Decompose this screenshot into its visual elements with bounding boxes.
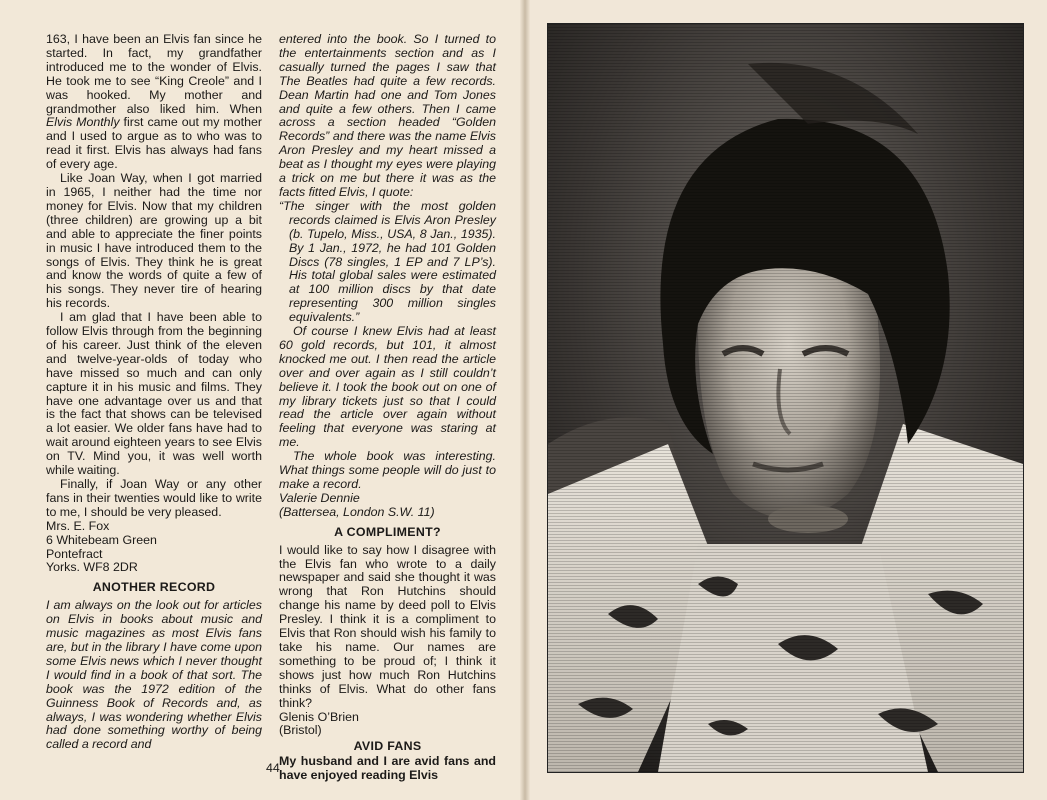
section-heading-another-record: ANOTHER RECORD xyxy=(92,580,216,595)
book-gutter xyxy=(520,0,530,800)
photo-image xyxy=(548,24,1023,772)
section-heading-avid-fans: AVID FANS xyxy=(353,739,422,754)
signature-address: (Bristol) xyxy=(279,723,322,738)
letter-paragraph: Of course I knew Elvis had at least 60 gold records, but 101, it almost knocked me out. I then read the article over and over again as I still couldn’t believe it. I took the book out on one of my library tickets just so that I could read the article over again without feeling that everyone was staring at me. xyxy=(279,324,496,450)
page-number: 44 xyxy=(266,761,280,775)
letter-paragraph: Like Joan Way, when I got married in 1965, I neither had the time nor money for Elvis. Now that my children (three children) are growing up a bit and able to appreciate the finer points in music I have introduced them to the songs of Elvis. They think he is great and know the words of quite a few of his songs. They never tire of hearing his records. xyxy=(46,171,262,311)
signature-name: Mrs. E. Fox xyxy=(46,518,110,533)
letter-paragraph: 163, I have been an Elvis fan since he started. In fact, my grandfather introduced me to the wonder of Elvis. He took me to see “King Creole” and I was hooked. My mother and grandmother also liked him. When Elvis Monthly first came out my mother and I used to argue as to who was to read it first. Elvis has always had fans of every age. xyxy=(46,32,262,172)
signature-name: Glenis O’Brien xyxy=(279,709,359,724)
signature-address: (Battersea, London S.W. 11) xyxy=(279,504,435,519)
signature-address: 6 Whitebeam Green xyxy=(46,532,157,547)
letter-paragraph: Finally, if Joan Way or any other fans in their twenties would like to write to me, I should be very pleased. xyxy=(46,477,262,519)
signature-name: Valerie Dennie xyxy=(279,490,360,505)
signature-address: Pontefract xyxy=(46,546,103,561)
elvis-photo xyxy=(547,23,1024,773)
letter-paragraph: My husband and I are avid fans and have enjoyed reading Elvis xyxy=(279,754,496,783)
text-column-2 xyxy=(279,33,496,783)
letter-paragraph: The whole book was interesting. What things some people will do just to make a record. xyxy=(279,449,496,491)
letter-paragraph: I would like to say how I disagree with the Elvis fan who wrote to a daily newspaper and said she thought it was wrong that Ron Hutchins should change his name by deed poll to Elvis Presley. I think it is a compliment to Elvis that Ron should wish his family to take his name. Our names are something to be proud of; I think it shows just how much Ron Hutchins thinks of Elvis. What do other fans think? xyxy=(279,542,496,710)
signature-address: Yorks. WF8 2DR xyxy=(46,560,138,575)
letter-paragraph: I am glad that I have been able to follow Elvis through from the beginning of his career. Just think of the eleven and twelve-year-olds of today who have missed so much and can only capture it in his music and films. They have one advantage over us and that is the fact that shows can be televised a lot easier. We older fans have had to wait around eighteen years to see Elvis on TV. Mind you, it was well worth while waiting. xyxy=(46,310,262,478)
letter-paragraph: entered into the book. So I turned to the entertainments section and as I casually turned the pages I saw that The Beatles had quite a few records. Dean Martin had one and Tom Jones and quite a few others. Then I came across a section headed “Golden Records” and there was the name Elvis Aron Presley and my heart missed a beat as I thought my eyes were playing a trick on me but there it was as the facts fitted Elvis, I quote: xyxy=(279,32,496,199)
section-heading-a-compliment: A COMPLIMENT? xyxy=(334,524,441,539)
text-column-1 xyxy=(46,33,262,752)
letter-paragraph: I am always on the look out for articles on Elvis in books about music and music magazines as most Elvis fans are, but in the library I have come upon some Elvis news which I never thought I would find in a book of that sort. The book was the 1972 edition of the Guinness Book of Records and, as always, I was wondering whether Elvis had done something worthy of being called a record and xyxy=(46,598,262,752)
guinness-quote: “The singer with the most golden records claimed is Elvis Aron Presley (b. Tupelo, Miss., USA, 8 Jan., 1935). By 1 Jan., 1972, he had 101 Golden Discs (78 singles, 1 EP and 7 LP’s). His total global sales were estimated at 100 million discs by that date representing 300 million singles equivalents.” xyxy=(279,198,496,325)
